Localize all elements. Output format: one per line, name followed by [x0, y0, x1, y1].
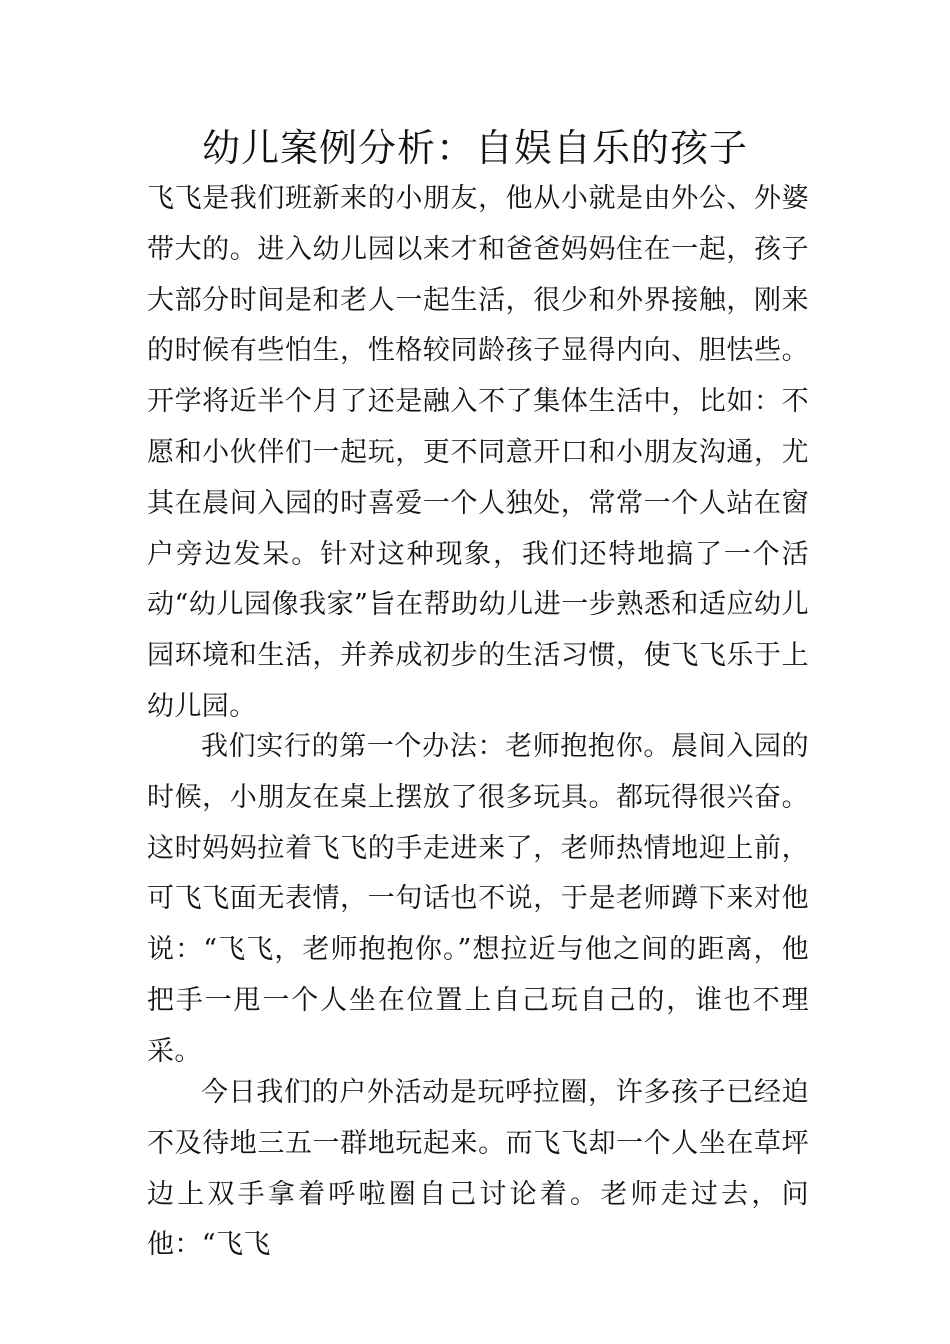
paragraph-intro: 飞飞是我们班新来的小朋友，他从小就是由外公、外婆带大的。进入幼儿园以来才和爸爸妈妈住在一起，孩子大部分时间是和老人一起生活，很少和外界接触，刚来的时候有些怕生，性格较同龄孩子显得内向、胆怯些。开学将近半个月了还是融入不了集体生活中，比如：不愿和小伙伴们一起玩，更不同意开口和小朋友沟通，尤其在晨间入园的时喜爱一个人独处，常常一个人站在窗户旁边发呆。针对这种现象，我们还特地搞了一个活动“幼儿园像我家”旨在帮助幼儿进一步熟悉和适应幼儿园环境和生活，并养成初步的生活习惯，使飞飞乐于上幼儿园。	[147, 183, 809, 722]
paragraph-first-method: 我们实行的第一个办法：老师抱抱你。晨间入园的时候，小朋友在桌上摆放了很多玩具。都玩得很兴奋。这时妈妈拉着飞飞的手走进来了，老师热情地迎上前，可飞飞面无表情，一句话也不说，于是老师蹲下来对他说：“飞飞，老师抱抱你。”想拉近与他之间的距离，他把手一甩一个人坐在位置上自己玩自己的，谁也不理采。	[147, 731, 809, 1067]
page-title: 幼儿案例分析：自娱自乐的孩子	[201, 126, 748, 170]
paragraph-outdoor-activity: 今日我们的户外活动是玩呼拉圈，许多孩子已经迫不及待地三五一群地玩起来。而飞飞却一个人坐在草坪边上双手拿着呼啦圈自己讨论着。老师走过去，问他：“飞飞	[147, 1077, 809, 1261]
